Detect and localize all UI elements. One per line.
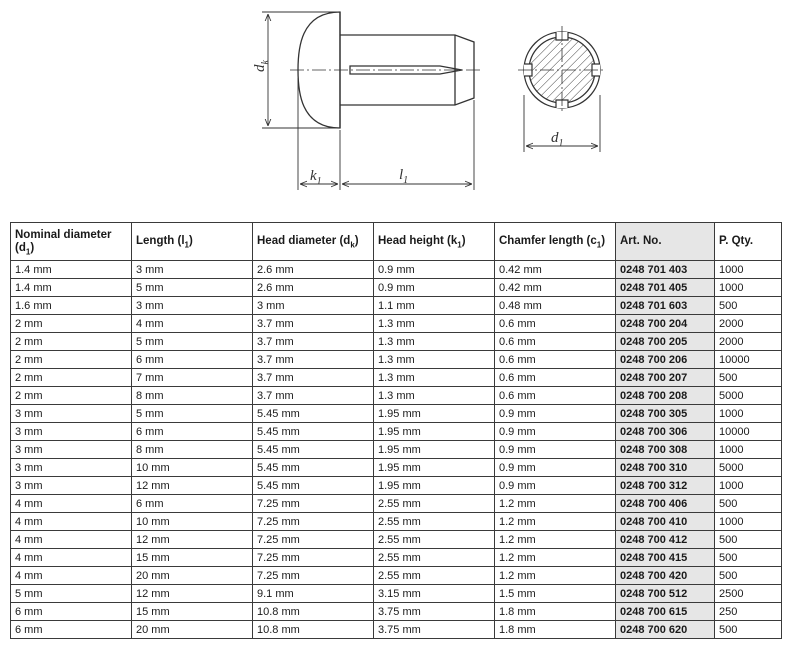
cell-p-qty: 500 — [715, 531, 782, 549]
cell-nominal-diameter: 4 mm — [11, 549, 132, 567]
cell-nominal-diameter: 2 mm — [11, 387, 132, 405]
pin-drawing-svg — [0, 0, 790, 200]
cell-p-qty: 500 — [715, 567, 782, 585]
cell-head-height: 1.3 mm — [374, 369, 495, 387]
cell-length: 8 mm — [132, 441, 253, 459]
table-row — [11, 603, 782, 621]
table-row — [11, 459, 782, 477]
table-row — [11, 405, 782, 423]
cell-art-no: 0248 700 312 — [616, 477, 715, 495]
cell-art-no: 0248 700 410 — [616, 513, 715, 531]
table-row — [11, 369, 782, 387]
cell-nominal-diameter: 6 mm — [11, 621, 132, 639]
cell-p-qty: 500 — [715, 369, 782, 387]
cell-head-height: 1.1 mm — [374, 297, 495, 315]
table-row — [11, 513, 782, 531]
cell-head-diameter: 7.25 mm — [253, 495, 374, 513]
cell-length: 12 mm — [132, 585, 253, 603]
cell-art-no: 0248 700 615 — [616, 603, 715, 621]
table-row — [11, 387, 782, 405]
cell-art-no: 0248 700 420 — [616, 567, 715, 585]
cell-length: 6 mm — [132, 423, 253, 441]
cell-head-height: 1.95 mm — [374, 477, 495, 495]
cell-length: 3 mm — [132, 297, 253, 315]
table-row — [11, 549, 782, 567]
cell-length: 20 mm — [132, 567, 253, 585]
cell-chamfer-length: 0.6 mm — [495, 333, 616, 351]
cell-chamfer-length: 1.2 mm — [495, 549, 616, 567]
cell-length: 15 mm — [132, 603, 253, 621]
cell-p-qty: 2500 — [715, 585, 782, 603]
cell-p-qty: 2000 — [715, 315, 782, 333]
header-art-no: Art. No. — [616, 223, 715, 261]
cell-nominal-diameter: 5 mm — [11, 585, 132, 603]
cell-length: 3 mm — [132, 261, 253, 279]
cell-nominal-diameter: 4 mm — [11, 513, 132, 531]
cell-head-diameter: 7.25 mm — [253, 531, 374, 549]
cell-head-height: 2.55 mm — [374, 495, 495, 513]
header-p-qty: P. Qty. — [715, 223, 782, 261]
cell-p-qty: 1000 — [715, 513, 782, 531]
cell-art-no: 0248 700 310 — [616, 459, 715, 477]
header-row — [11, 223, 782, 261]
table-row — [11, 531, 782, 549]
cell-length: 5 mm — [132, 279, 253, 297]
cell-p-qty: 1000 — [715, 441, 782, 459]
cell-head-diameter: 5.45 mm — [253, 459, 374, 477]
cell-p-qty: 1000 — [715, 477, 782, 495]
cell-art-no: 0248 700 308 — [616, 441, 715, 459]
cell-length: 8 mm — [132, 387, 253, 405]
cell-chamfer-length: 0.42 mm — [495, 261, 616, 279]
cell-nominal-diameter: 2 mm — [11, 351, 132, 369]
cell-nominal-diameter: 3 mm — [11, 405, 132, 423]
cell-chamfer-length: 1.5 mm — [495, 585, 616, 603]
cell-head-diameter: 3.7 mm — [253, 333, 374, 351]
cell-head-diameter: 3.7 mm — [253, 351, 374, 369]
cell-head-diameter: 10.8 mm — [253, 621, 374, 639]
cell-length: 12 mm — [132, 477, 253, 495]
cell-art-no: 0248 701 405 — [616, 279, 715, 297]
cell-length: 5 mm — [132, 333, 253, 351]
cell-chamfer-length: 1.8 mm — [495, 603, 616, 621]
table-row — [11, 585, 782, 603]
cell-art-no: 0248 700 204 — [616, 315, 715, 333]
cell-chamfer-length: 1.2 mm — [495, 495, 616, 513]
cell-art-no: 0248 700 512 — [616, 585, 715, 603]
cell-nominal-diameter: 1.4 mm — [11, 279, 132, 297]
cell-head-diameter: 2.6 mm — [253, 261, 374, 279]
table-row — [11, 477, 782, 495]
table-row — [11, 351, 782, 369]
d1-label: $d_1$ — [551, 130, 564, 149]
cell-length: 20 mm — [132, 621, 253, 639]
cell-art-no: 0248 700 305 — [616, 405, 715, 423]
cell-p-qty: 500 — [715, 297, 782, 315]
cell-head-diameter: 9.1 mm — [253, 585, 374, 603]
cell-head-height: 1.3 mm — [374, 351, 495, 369]
cell-nominal-diameter: 1.4 mm — [11, 261, 132, 279]
cell-p-qty: 500 — [715, 549, 782, 567]
cell-chamfer-length: 0.9 mm — [495, 441, 616, 459]
cell-nominal-diameter: 4 mm — [11, 531, 132, 549]
cell-head-height: 1.3 mm — [374, 315, 495, 333]
cell-p-qty: 5000 — [715, 459, 782, 477]
cell-chamfer-length: 1.2 mm — [495, 567, 616, 585]
cell-p-qty: 10000 — [715, 351, 782, 369]
cell-chamfer-length: 0.9 mm — [495, 477, 616, 495]
cell-length: 15 mm — [132, 549, 253, 567]
cell-nominal-diameter: 2 mm — [11, 333, 132, 351]
cell-nominal-diameter: 1.6 mm — [11, 297, 132, 315]
cell-art-no: 0248 700 406 — [616, 495, 715, 513]
dimension-k1-l1 — [298, 78, 474, 190]
cell-nominal-diameter: 2 mm — [11, 369, 132, 387]
cell-head-height: 2.55 mm — [374, 567, 495, 585]
cell-head-height: 1.95 mm — [374, 423, 495, 441]
cell-art-no: 0248 700 208 — [616, 387, 715, 405]
cell-length: 6 mm — [132, 351, 253, 369]
table-row — [11, 621, 782, 639]
cell-head-diameter: 5.45 mm — [253, 477, 374, 495]
cell-nominal-diameter: 3 mm — [11, 477, 132, 495]
header-head-height: Head height $(k_1)$ — [374, 223, 495, 261]
cell-art-no: 0248 700 207 — [616, 369, 715, 387]
cell-nominal-diameter: 6 mm — [11, 603, 132, 621]
cell-art-no: 0248 700 620 — [616, 621, 715, 639]
cell-head-height: 2.55 mm — [374, 513, 495, 531]
cell-head-height: 3.75 mm — [374, 603, 495, 621]
cell-nominal-diameter: 3 mm — [11, 423, 132, 441]
cell-head-diameter: 10.8 mm — [253, 603, 374, 621]
cell-art-no: 0248 701 603 — [616, 297, 715, 315]
cell-head-height: 3.75 mm — [374, 621, 495, 639]
cell-head-height: 3.15 mm — [374, 585, 495, 603]
table-row — [11, 441, 782, 459]
cell-nominal-diameter: 3 mm — [11, 441, 132, 459]
cell-head-diameter: 5.45 mm — [253, 405, 374, 423]
cell-chamfer-length: 0.9 mm — [495, 423, 616, 441]
header-chamfer-length: Chamfer length $(c_1)$ — [495, 223, 616, 261]
table-row — [11, 423, 782, 441]
cell-length: 10 mm — [132, 459, 253, 477]
l1-label: $l_1$ — [399, 167, 409, 186]
cell-chamfer-length: 0.42 mm — [495, 279, 616, 297]
cell-p-qty: 5000 — [715, 387, 782, 405]
cell-chamfer-length: 1.2 mm — [495, 513, 616, 531]
cell-head-diameter: 3.7 mm — [253, 315, 374, 333]
cell-chamfer-length: 1.8 mm — [495, 621, 616, 639]
cell-nominal-diameter: 2 mm — [11, 315, 132, 333]
cell-chamfer-length: 0.6 mm — [495, 351, 616, 369]
cell-head-diameter: 2.6 mm — [253, 279, 374, 297]
cell-art-no: 0248 700 205 — [616, 333, 715, 351]
header-length: Length $(l_1)$ — [132, 223, 253, 261]
table-row — [11, 261, 782, 279]
cell-head-height: 2.55 mm — [374, 531, 495, 549]
dk-label: $d_k$ — [252, 60, 271, 72]
cell-p-qty: 2000 — [715, 333, 782, 351]
cell-p-qty: 1000 — [715, 261, 782, 279]
cell-p-qty: 500 — [715, 621, 782, 639]
cell-length: 7 mm — [132, 369, 253, 387]
cell-head-height: 1.95 mm — [374, 441, 495, 459]
cell-head-diameter: 7.25 mm — [253, 513, 374, 531]
cell-nominal-diameter: 4 mm — [11, 495, 132, 513]
header-nominal-diameter: Nominal diameter $(d_1)$ — [11, 223, 132, 261]
table-row — [11, 315, 782, 333]
cell-head-height: 1.95 mm — [374, 405, 495, 423]
cell-head-height: 1.3 mm — [374, 387, 495, 405]
cell-head-diameter: 3.7 mm — [253, 369, 374, 387]
cell-chamfer-length: 0.9 mm — [495, 459, 616, 477]
cell-p-qty: 1000 — [715, 279, 782, 297]
table-row — [11, 495, 782, 513]
cell-art-no: 0248 700 306 — [616, 423, 715, 441]
cell-art-no: 0248 700 412 — [616, 531, 715, 549]
cell-head-height: 2.55 mm — [374, 549, 495, 567]
cell-length: 10 mm — [132, 513, 253, 531]
header-head-diameter: Head diameter $(d_k)$ — [253, 223, 374, 261]
cell-head-diameter: 5.45 mm — [253, 423, 374, 441]
cell-head-diameter: 5.45 mm — [253, 441, 374, 459]
cell-head-height: 0.9 mm — [374, 261, 495, 279]
table-row — [11, 333, 782, 351]
cell-nominal-diameter: 4 mm — [11, 567, 132, 585]
cell-p-qty: 10000 — [715, 423, 782, 441]
pin-end-view — [518, 26, 606, 114]
table-row — [11, 567, 782, 585]
cell-head-height: 0.9 mm — [374, 279, 495, 297]
cell-chamfer-length: 0.6 mm — [495, 315, 616, 333]
cell-p-qty: 500 — [715, 495, 782, 513]
technical-drawing — [0, 0, 790, 200]
spec-table — [10, 222, 782, 639]
k1-label: $k_1$ — [310, 168, 322, 187]
cell-head-diameter: 7.25 mm — [253, 567, 374, 585]
cell-head-height: 1.95 mm — [374, 459, 495, 477]
cell-art-no: 0248 701 403 — [616, 261, 715, 279]
cell-head-diameter: 7.25 mm — [253, 549, 374, 567]
cell-chamfer-length: 0.9 mm — [495, 405, 616, 423]
cell-head-diameter: 3 mm — [253, 297, 374, 315]
cell-length: 4 mm — [132, 315, 253, 333]
cell-art-no: 0248 700 415 — [616, 549, 715, 567]
cell-chamfer-length: 0.48 mm — [495, 297, 616, 315]
cell-chamfer-length: 0.6 mm — [495, 369, 616, 387]
cell-length: 12 mm — [132, 531, 253, 549]
cell-head-height: 1.3 mm — [374, 333, 495, 351]
table-row — [11, 297, 782, 315]
cell-chamfer-length: 0.6 mm — [495, 387, 616, 405]
cell-nominal-diameter: 3 mm — [11, 459, 132, 477]
cell-length: 5 mm — [132, 405, 253, 423]
pin-side-view — [290, 12, 482, 128]
cell-head-diameter: 3.7 mm — [253, 387, 374, 405]
cell-art-no: 0248 700 206 — [616, 351, 715, 369]
spec-table-header — [11, 223, 782, 261]
cell-p-qty: 250 — [715, 603, 782, 621]
cell-p-qty: 1000 — [715, 405, 782, 423]
spec-table-body — [11, 261, 782, 639]
table-row — [11, 279, 782, 297]
cell-length: 6 mm — [132, 495, 253, 513]
cell-chamfer-length: 1.2 mm — [495, 531, 616, 549]
